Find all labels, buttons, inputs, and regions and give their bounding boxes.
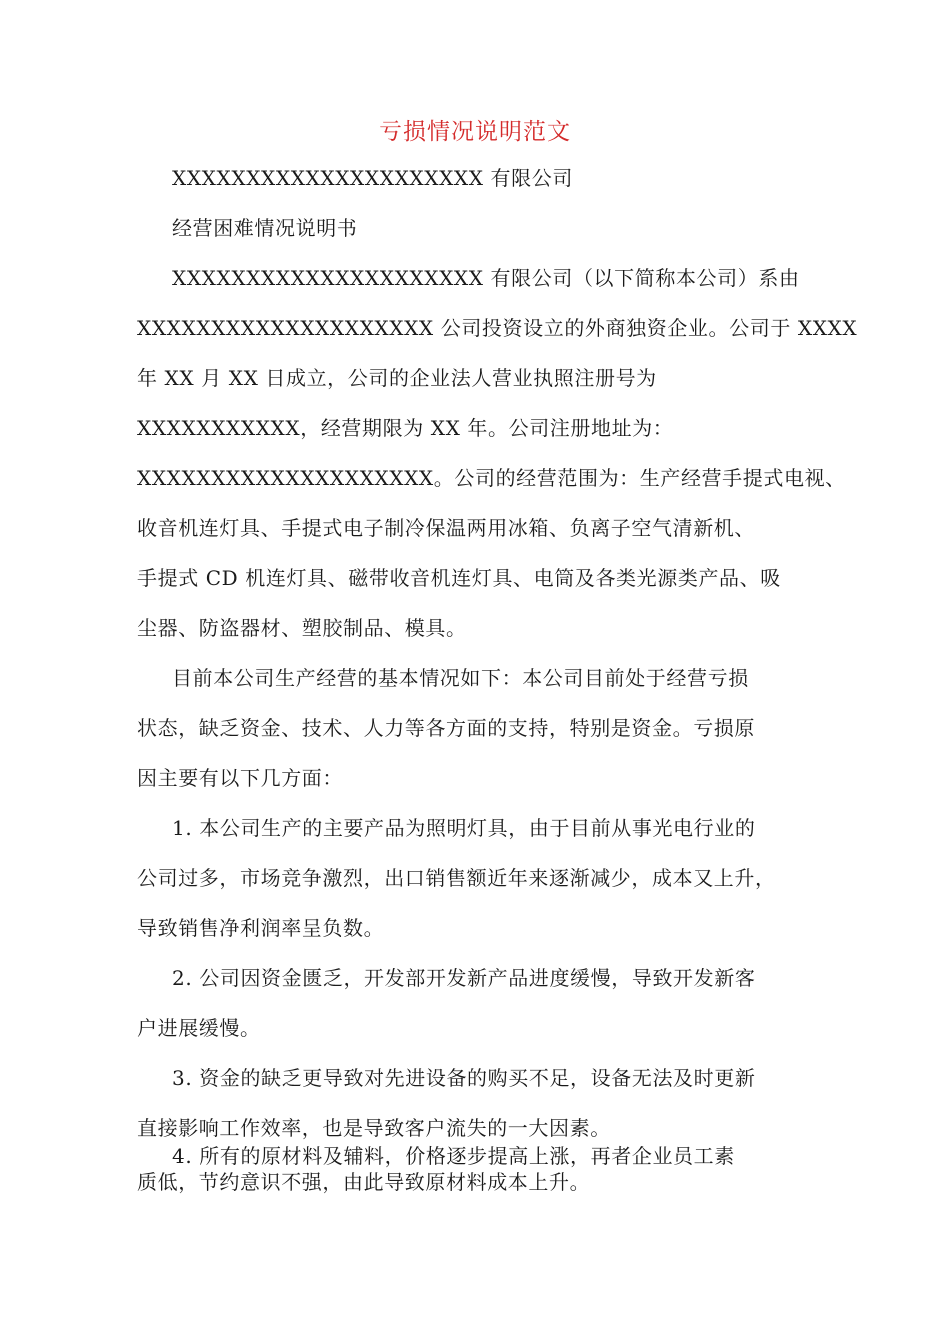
paragraph-line: 因主要有以下几方面： [137,766,343,790]
list-item-line: 导致销售净利润率呈负数。 [137,916,385,940]
list-item-line: 直接影响工作效率，也是导致客户流失的一大因素。 [137,1116,611,1140]
paragraph-line: 年 XX 月 XX 日成立，公司的企业法人营业执照注册号为 [137,366,657,390]
paragraph-line: 收音机连灯具、手提式电子制冷保温两用冰箱、负离子空气清新机、 [137,516,755,540]
paragraph-line: XXXXXXXXXXXXXXXXXXXXX 有限公司（以下简称本公司）系由 [172,266,800,290]
paragraph-line: XXXXXXXXXXX，经营期限为 XX 年。公司注册地址为： [137,416,674,440]
paragraph-line: XXXXXXXXXXXXXXXXXXXX。公司的经营范围为：生产经营手提式电视、 [137,466,846,490]
list-item-line: 4. 所有的原材料及辅料，价格逐步提高上涨，再者企业员工素 [172,1144,735,1168]
list-item-line: 1. 本公司生产的主要产品为照明灯具，由于目前从事光电行业的 [172,816,756,840]
list-item-line: 户进展缓慢。 [137,1016,261,1040]
paragraph-line: 尘器、防盗器材、塑胶制品、模具。 [137,616,467,640]
paragraph-line: 手提式 CD 机连灯具、磁带收音机连灯具、电筒及各类光源类产品、吸 [137,566,781,590]
list-item-line: 质低，节约意识不强，由此导致原材料成本上升。 [137,1170,591,1194]
list-item-line: 公司过多，市场竞争激烈，出口销售额近年来逐渐减少，成本又上升， [137,866,776,890]
list-item-line: 3. 资金的缺乏更导致对先进设备的购买不足，设备无法及时更新 [172,1066,756,1090]
paragraph-line: XXXXXXXXXXXXXXXXXXXX 公司投资设立的外商独资企业。公司于 XXXX [137,316,858,340]
company-name-line: XXXXXXXXXXXXXXXXXXXXX 有限公司 [172,166,573,190]
subtitle-line: 经营困难情况说明书 [172,216,358,240]
document-title: 亏损情况说明范文 [379,119,571,145]
paragraph-line: 目前本公司生产经营的基本情况如下：本公司目前处于经营亏损 [172,666,749,690]
paragraph-line: 状态，缺乏资金、技术、人力等各方面的支持，特别是资金。亏损原 [137,716,755,740]
list-item-line: 2. 公司因资金匮乏，开发部开发新产品进度缓慢，导致开发新客 [172,966,756,990]
